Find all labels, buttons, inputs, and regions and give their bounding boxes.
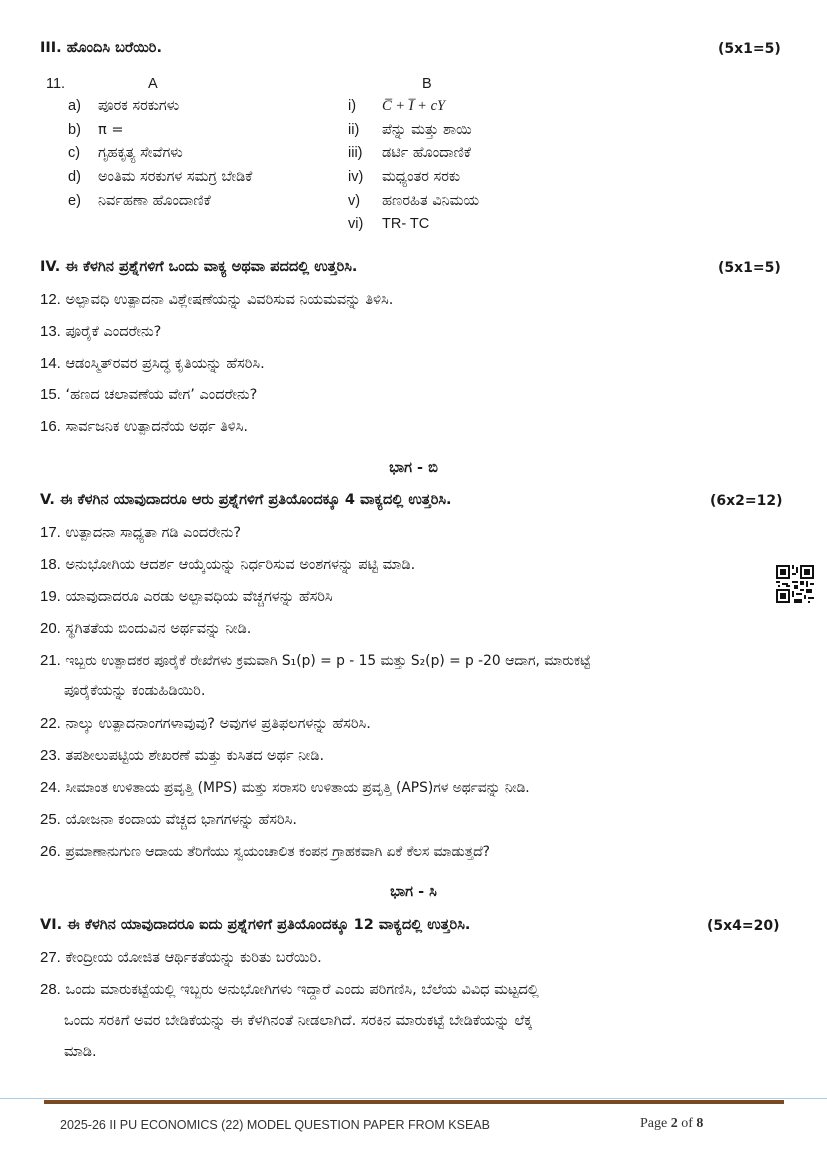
match-a-label: e) [68,193,81,209]
match-b-item [348,98,445,115]
question-continuation: ಪೂರೈಕೆಯನ್ನು ಕಂಡುಹಿಡಿಯಿರಿ. [64,683,206,699]
question-number: 28. [40,981,61,998]
question-item [40,524,241,541]
question-number: 20. [40,620,61,637]
question-text: ಕೇಂದ್ರೀಯ ಯೋಜಿತ ಆರ್ಥಿಕತೆಯನ್ನು ಕುರಿತು ಬರೆಯಿರಿ. [65,950,322,966]
question-number: 18. [40,556,61,573]
page-number: 2 [670,1116,678,1131]
question-text: ಯೋಜನಾ ಕಂದಾಯ ವೆಚ್ಚದ ಭಾಗಗಳನ್ನು ಹೆಸರಿಸಿ. [65,812,297,828]
question-item [40,843,490,860]
match-b-label: iii) [348,145,363,161]
question-item [40,291,393,308]
match-b-label: v) [348,193,361,209]
match-b-item [348,145,471,161]
match-b-item [348,216,429,232]
section-4-marks: (5x1=5) [718,260,781,276]
question-number: 17. [40,524,61,541]
question-number: 15. [40,386,61,403]
section-3-heading: III. ಹೊಂದಿಸಿ ಬರೆಯಿರಿ. [40,40,162,56]
part-c-heading: ಭಾಗ - ಸಿ [390,884,437,900]
footer-divider-light [0,1098,827,1099]
question-number: 24. [40,779,61,796]
match-b-label: i) [348,98,357,114]
question-text: ಇಬ್ಬರು ಉತ್ಪಾದಕರ ಪೂರೈಕೆ ರೇಖೆಗಳು ಕ್ರಮವಾಗಿ S₁(p) = p - 15 ಮತ್ತು S₂(p) = p -20 ಆದಾಗ, ಮಾರುಕಟ್ಟೆ [65,653,591,669]
match-a-text: ಅಂತಿಮ ಸರಕುಗಳ ಸಮಗ್ರ ಬೇಡಿಕೆ [98,169,253,185]
page-indicator [640,1116,703,1132]
section-4-heading: IV. ಈ ಕೆಳಗಿನ ಪ್ರಶ್ನೆಗಳಿಗೆ ಒಂದು ವಾಕ್ಯ ಅಥವಾ ಪದದಲ್ಲಿ ಉತ್ತರಿಸಿ. [40,259,358,275]
match-b-item [348,169,460,185]
question-continuation: ಮಾಡಿ. [64,1044,97,1060]
question-item [40,811,297,828]
question-continuation: ಒಂದು ಸರಕಿಗೆ ಅವರ ಬೇಡಿಕೆಯನ್ನು ಈ ಕೆಳಗಿನಂತೆ ನೀಡಲಾಗಿದೆ. ಸರಕಿನ ಮಾರುಕಟ್ಟೆ ಬೇಡಿಕೆಯನ್ನು ಲೆಕ್ಕ [64,1013,533,1029]
match-b-text: ಹಣರಹಿತ ವಿನಿಮಯ [382,193,479,209]
column-a-header: A [148,76,158,92]
match-a-text: ನಿರ್ವಹಣಾ ಹೊಂದಾಣಿಕೆ [98,193,211,209]
match-a-item [68,145,183,161]
question-text: ಅನುಭೋಗಿಯ ಆದರ್ಶ ಆಯ್ಕೆಯನ್ನು ನಿರ್ಧರಿಸುವ ಅಂಶಗಳನ್ನು ಪಟ್ಟಿ ಮಾಡಿ. [65,557,416,573]
question-text: ಒಂದು ಮಾರುಕಟ್ಟೆಯಲ್ಲಿ ಇಬ್ಬರು ಅನುಭೋಗಿಗಳು ಇದ್ದಾರೆ ಎಂದು ಪರಿಗಣಿಸಿ, ಬೆಲೆಯ ವಿವಿಧ ಮಟ್ಟದಲ್ಲಿ [65,982,539,998]
match-b-label: iv) [348,169,364,185]
qr-code-icon [776,565,814,603]
question-text: ಸ್ಥಗಿತತೆಯ ಬಿಂದುವಿನ ಅರ್ಥವನ್ನು ನೀಡಿ. [65,621,252,637]
question-number: 25. [40,811,61,828]
question-number: 14. [40,355,61,372]
section-5-marks: (6x2=12) [710,493,783,509]
section-5-heading: V. ಈ ಕೆಳಗಿನ ಯಾವುದಾದರೂ ಆರು ಪ್ರಶ್ನೆಗಳಿಗೆ ಪ್ರತಿಯೊಂದಕ್ಕೂ 4 ವಾಕ್ಯದಲ್ಲಿ ಉತ್ತರಿಸಿ. [40,492,452,508]
question-11-number: 11. [46,76,66,92]
question-item [40,355,265,372]
match-a-text: ಪೂರಕ ಸರಕುಗಳು [98,98,180,114]
column-b-header: B [422,76,432,92]
question-text: ತಪಶೀಲುಪಟ್ಟಿಯ ಶೇಖರಣೆ ಮತ್ತು ಕುಸಿತದ ಅರ್ಥ ನೀಡಿ. [65,748,325,764]
question-text: ಅಲ್ಪಾವಧಿ ಉತ್ಪಾದನಾ ವಿಶ್ಲೇಷಣೆಯನ್ನು ವಿವರಿಸುವ ನಿಯಮವನ್ನು ತಿಳಿಸಿ. [65,292,394,308]
question-item [40,323,161,340]
question-number: 22. [40,715,61,732]
of-word: of [681,1116,693,1131]
question-item [40,652,591,669]
question-item [40,556,415,573]
part-b-heading: ಭಾಗ - ಬಿ [389,460,438,476]
question-text: ನಾಲ್ಕು ಉತ್ಪಾದನಾಂಗಗಳಾವುವು? ಅವುಗಳ ಪ್ರತಿಫಲಗಳನ್ನು ಹೆಸರಿಸಿ. [65,716,371,732]
match-b-label: ii) [348,122,360,138]
match-a-item [68,122,124,138]
question-item [40,981,539,998]
match-b-label: vi) [348,216,364,232]
match-a-label: a) [68,98,81,114]
match-b-text: TR- TC [382,216,430,232]
question-item [40,418,248,435]
match-b-text: ಡರ್ಟಿ ಹೊಂದಾಣಿಕೆ [382,145,471,161]
match-b-item [348,122,472,138]
question-number: 21. [40,652,61,669]
question-item [40,949,322,966]
question-text: ಆಡಂಸ್ಮಿತ್‌ರವರ ಪ್ರಸಿದ್ಧ ಕೃತಿಯನ್ನು ಹೆಸರಿಸಿ. [65,356,265,372]
question-text: ಪೂರೈಕೆ ಎಂದರೇನು? [65,324,162,340]
question-text: ಸೀಮಾಂತ ಉಳಿತಾಯ ಪ್ರವೃತ್ತಿ (MPS) ಮತ್ತು ಸರಾಸರಿ ಉಳಿತಾಯ ಪ್ರವೃತ್ತಿ (APS)ಗಳ ಅರ್ಥವನ್ನು ನೀಡಿ. [65,780,530,796]
question-number: 19. [40,588,61,605]
question-text: ಯಾವುದಾದರೂ ಎರಡು ಅಲ್ಪಾವಧಿಯ ವೆಚ್ಚಗಳನ್ನು ಹೆಸರಿಸಿ [65,589,333,605]
question-item [40,715,371,732]
page-total: 8 [696,1116,704,1131]
section-6-marks: (5x4=20) [707,918,780,934]
question-number: 13. [40,323,61,340]
question-item [40,620,251,637]
question-number: 16. [40,418,61,435]
match-a-item [68,98,179,114]
section-6-heading: VI. ಈ ಕೆಳಗಿನ ಯಾವುದಾದರೂ ಐದು ಪ್ರಶ್ನೆಗಳಿಗೆ ಪ್ರತಿಯೊಂದಕ್ಕೂ 12 ವಾಕ್ಯದಲ್ಲಿ ಉತ್ತರಿಸಿ. [40,917,471,933]
match-b-text: ಪೆನ್ನು ಮತ್ತು ಶಾಯಿ [382,122,472,138]
footer-divider [44,1100,784,1104]
section-3-marks: (5x1=5) [718,41,781,57]
question-text: ಸಾರ್ವಜನಿಕ ಉತ್ಪಾದನೆಯ ಅರ್ಥ ತಿಳಿಸಿ. [65,419,249,435]
question-text: ‘ಹಣದ ಚಲಾವಣೆಯ ವೇಗ’ ಎಂದರೇನು? [65,387,258,403]
match-a-text: π = [98,122,124,138]
match-b-text: C̅ + I̅ + cY [382,98,446,114]
question-number: 26. [40,843,61,860]
match-a-item [68,193,211,209]
question-number: 12. [40,291,61,308]
match-a-label: b) [68,122,81,138]
question-text: ಪ್ರಮಾಣಾನುಗುಣ ಆದಾಯ ತೆರಿಗೆಯು ಸ್ವಯಂಚಾಲಿತ ಕಂಪನ ಗ್ರಾಹಕವಾಗಿ ಏಕೆ ಕೆಲಸ ಮಾಡುತ್ತದೆ? [65,844,490,860]
question-item [40,779,530,796]
question-item [40,747,324,764]
question-item [40,588,333,605]
match-a-text: ಗೃಹಕೃತ್ಯ ಸೇವೆಗಳು [98,145,183,161]
match-a-label: c) [68,145,81,161]
match-a-item [68,169,252,185]
question-text: ಉತ್ಪಾದನಾ ಸಾಧ್ಯತಾ ಗಡಿ ಎಂದರೇನು? [65,525,242,541]
question-item [40,386,257,403]
footer-title: 2025-26 II PU ECONOMICS (22) MODEL QUESTION PAPER FROM KSEAB [60,1118,490,1132]
match-b-item [348,193,479,209]
match-b-text: ಮಧ್ಯಂತರ ಸರಕು [382,169,461,185]
match-a-label: d) [68,169,81,185]
page-word: Page [640,1116,668,1131]
question-number: 27. [40,949,61,966]
question-number: 23. [40,747,61,764]
